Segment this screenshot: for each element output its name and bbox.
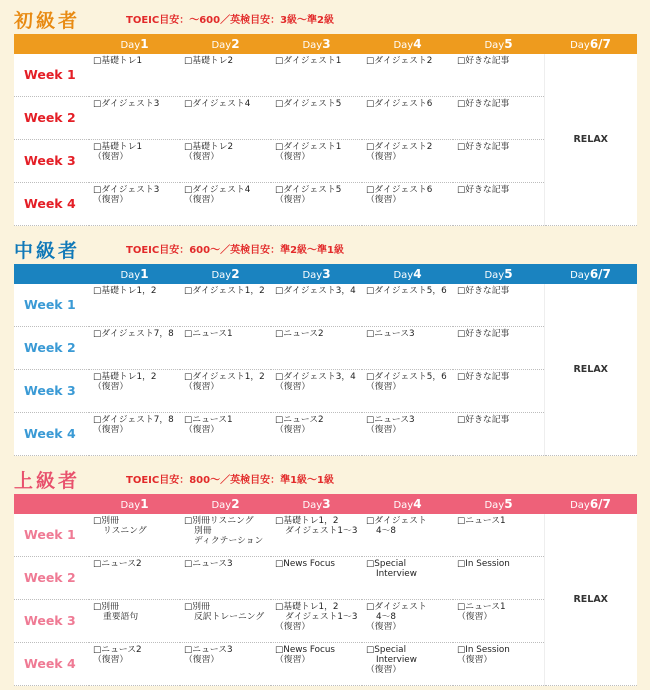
day-header	[89, 34, 180, 54]
task-cell[interactable]	[453, 600, 544, 643]
intermediate-title: 中級者	[14, 240, 81, 262]
week-label: Week 4	[14, 413, 89, 456]
task-note: （復習）	[275, 382, 311, 392]
header-row	[14, 494, 637, 514]
intermediate-schedule-table	[14, 264, 637, 456]
task-note: （復習）	[184, 655, 220, 665]
task-note: 別冊	[194, 526, 212, 536]
task-cell[interactable]	[453, 557, 544, 600]
week-label: Week 3	[14, 140, 89, 183]
task-checkbox-label: □ダイジェスト5，6	[366, 372, 447, 382]
task-cell[interactable]	[453, 643, 544, 686]
task-checkbox-label: □ダイジェスト4	[184, 99, 251, 109]
task-cell[interactable]	[180, 557, 271, 600]
day-number: 3	[322, 267, 331, 281]
task-cell[interactable]	[362, 284, 453, 327]
beginner-score-guide: TOEIC目安：～600／英検目安：3級～準2級	[126, 15, 335, 26]
task-cell[interactable]	[89, 514, 180, 557]
table-row	[14, 327, 637, 370]
day-header	[544, 34, 637, 54]
task-note: （復習）	[366, 622, 402, 632]
task-cell[interactable]	[453, 54, 544, 97]
task-checkbox-label: □好きな記事	[457, 99, 510, 109]
day-number: 4	[413, 37, 422, 51]
task-checkbox-label: □好きな記事	[457, 185, 510, 195]
task-cell[interactable]	[271, 327, 362, 370]
table-row	[14, 54, 637, 97]
task-note: （復習）	[184, 152, 220, 162]
week-label: Week 3	[14, 600, 89, 643]
task-checkbox-label: □ニュース3	[366, 415, 415, 425]
table-row	[14, 514, 637, 557]
task-note: ディクテーション	[194, 536, 264, 546]
task-checkbox-label: □ニュース1	[457, 602, 506, 612]
day-header	[89, 494, 180, 514]
week-label: Week 1	[14, 514, 89, 557]
week-label: Week 2	[14, 557, 89, 600]
task-cell[interactable]	[271, 514, 362, 557]
table-row	[14, 284, 637, 327]
task-note: （復習）	[275, 622, 311, 632]
task-checkbox-label: □ダイジェスト7，8	[93, 329, 174, 339]
task-cell[interactable]	[89, 370, 180, 413]
task-checkbox-label: □好きな記事	[457, 286, 510, 296]
task-note: ダイジェスト1～3	[285, 612, 358, 622]
header-row	[14, 34, 637, 54]
task-cell[interactable]	[180, 284, 271, 327]
task-cell[interactable]	[89, 140, 180, 183]
task-checkbox-label: □ニュース3	[184, 559, 233, 569]
day-prefix: Day	[570, 500, 590, 511]
task-cell[interactable]	[271, 413, 362, 456]
task-cell[interactable]	[453, 370, 544, 413]
task-checkbox-label: □基礎トレ2	[184, 142, 234, 152]
task-note: （復習）	[275, 655, 311, 665]
task-checkbox-label: □好きな記事	[457, 415, 510, 425]
task-checkbox-label: □ダイジェスト1	[275, 56, 342, 66]
task-checkbox-label: □別冊リスニング	[184, 516, 254, 526]
task-checkbox-label: □ダイジェスト6	[366, 185, 433, 195]
task-checkbox-label: □基礎トレ1	[93, 56, 143, 66]
day-header	[180, 494, 271, 514]
task-cell[interactable]	[271, 370, 362, 413]
day-header	[271, 494, 362, 514]
task-checkbox-label: □ダイジェスト1	[275, 142, 342, 152]
task-cell[interactable]	[180, 97, 271, 140]
day-header	[180, 34, 271, 54]
task-checkbox-label: □別冊	[93, 516, 119, 526]
task-checkbox-label: □ダイジェスト6	[366, 99, 433, 109]
task-checkbox-label: □News Focus	[275, 645, 336, 655]
day-prefix: Day	[484, 270, 505, 281]
week-label: Week 4	[14, 643, 89, 686]
day-header	[544, 264, 637, 284]
task-note: ダイジェスト1～3	[285, 526, 358, 536]
task-cell[interactable]	[180, 600, 271, 643]
day-number: 1	[140, 37, 149, 51]
relax-cell: RELAX	[544, 514, 637, 686]
task-cell[interactable]	[362, 643, 453, 686]
header-row	[14, 264, 637, 284]
header-blank	[14, 34, 89, 54]
day-header	[453, 264, 544, 284]
day-prefix: Day	[211, 500, 232, 511]
day-number: 2	[231, 267, 240, 281]
task-checkbox-label: □ニュース1	[457, 516, 506, 526]
day-prefix: Day	[120, 270, 141, 281]
task-cell[interactable]	[271, 140, 362, 183]
table-row	[14, 413, 637, 456]
task-cell[interactable]	[89, 97, 180, 140]
day-header	[271, 264, 362, 284]
task-checkbox-label: □好きな記事	[457, 329, 510, 339]
task-cell[interactable]	[453, 327, 544, 370]
task-checkbox-label: □別冊	[93, 602, 119, 612]
relax-cell: RELAX	[544, 54, 637, 226]
task-checkbox-label: □ダイジェスト	[366, 602, 427, 612]
day-number: 3	[322, 497, 331, 511]
task-cell[interactable]	[89, 284, 180, 327]
task-cell[interactable]	[89, 557, 180, 600]
task-cell[interactable]	[180, 140, 271, 183]
task-cell[interactable]	[453, 183, 544, 226]
task-cell[interactable]	[180, 370, 271, 413]
day-number: 1	[140, 497, 149, 511]
task-checkbox-label: □ダイジェスト1，2	[184, 372, 265, 382]
day-prefix: Day	[211, 40, 232, 51]
task-cell[interactable]	[362, 600, 453, 643]
day-number: 6/7	[589, 37, 611, 51]
task-cell[interactable]	[271, 557, 362, 600]
task-checkbox-label: □ダイジェスト7，8	[93, 415, 174, 425]
day-prefix: Day	[484, 500, 505, 511]
task-cell[interactable]	[180, 514, 271, 557]
relax-cell: RELAX	[544, 284, 637, 456]
task-checkbox-label: □ニュース2	[275, 329, 324, 339]
task-note: 重要語句	[103, 612, 139, 622]
task-cell[interactable]	[271, 183, 362, 226]
task-cell[interactable]	[362, 140, 453, 183]
task-checkbox-label: □News Focus	[275, 559, 336, 569]
table-row	[14, 643, 637, 686]
day-header	[362, 34, 453, 54]
day-header	[89, 264, 180, 284]
day-prefix: Day	[393, 40, 414, 51]
task-checkbox-label: □ダイジェスト3	[93, 99, 160, 109]
table-row	[14, 97, 637, 140]
task-cell[interactable]	[453, 284, 544, 327]
day-prefix: Day	[302, 500, 323, 511]
task-note: Interview	[376, 569, 417, 579]
task-note: 4～8	[376, 526, 396, 536]
task-cell[interactable]	[89, 183, 180, 226]
task-note: （復習）	[457, 655, 493, 665]
task-checkbox-label: □ニュース1	[184, 415, 233, 425]
header-blank	[14, 494, 89, 514]
beginner-schedule-table	[14, 34, 637, 226]
day-header	[271, 34, 362, 54]
day-number: 3	[322, 37, 331, 51]
task-checkbox-label: □ニュース2	[93, 559, 142, 569]
day-header	[180, 264, 271, 284]
task-cell[interactable]	[180, 413, 271, 456]
task-note: （復習）	[275, 152, 311, 162]
task-checkbox-label: □ダイジェスト4	[184, 185, 251, 195]
advanced-schedule-table	[14, 494, 637, 686]
week-label: Week 1	[14, 54, 89, 97]
table-row	[14, 140, 637, 183]
task-cell[interactable]	[271, 643, 362, 686]
task-cell[interactable]	[453, 140, 544, 183]
day-prefix: Day	[211, 270, 232, 281]
task-cell[interactable]	[89, 600, 180, 643]
week-label: Week 2	[14, 327, 89, 370]
day-number: 4	[413, 267, 422, 281]
day-prefix: Day	[393, 500, 414, 511]
week-label: Week 3	[14, 370, 89, 413]
task-checkbox-label: □ダイジェスト2	[366, 142, 433, 152]
task-note: （復習）	[93, 382, 129, 392]
day-prefix: Day	[393, 270, 414, 281]
task-note: （復習）	[275, 425, 311, 435]
task-note: Interview	[376, 655, 417, 665]
task-note: 4～8	[376, 612, 396, 622]
task-note: （復習）	[93, 655, 129, 665]
intermediate-score-guide: TOEIC目安：600～／英検目安：準2級～準1級	[126, 245, 345, 256]
task-note: 反訳トレーニング	[194, 612, 265, 622]
task-cell[interactable]	[362, 370, 453, 413]
day-header	[362, 494, 453, 514]
day-number: 2	[231, 497, 240, 511]
task-checkbox-label: □In Session	[457, 559, 510, 569]
task-checkbox-label: □基礎トレ1，2	[93, 286, 157, 296]
task-cell[interactable]	[271, 600, 362, 643]
advanced-score-guide: TOEIC目安：800～／英検目安：準1級～1級	[126, 475, 335, 486]
day-prefix: Day	[120, 500, 141, 511]
day-header	[453, 34, 544, 54]
task-cell[interactable]	[89, 413, 180, 456]
task-checkbox-label: □ニュース3	[366, 329, 415, 339]
day-prefix: Day	[302, 270, 323, 281]
task-checkbox-label: □Special	[366, 645, 407, 655]
task-cell[interactable]	[89, 54, 180, 97]
task-note: （復習）	[366, 195, 402, 205]
task-checkbox-label: □ニュース2	[275, 415, 324, 425]
task-cell[interactable]	[180, 183, 271, 226]
day-number: 6/7	[589, 497, 611, 511]
task-checkbox-label: □ダイジェスト2	[366, 56, 433, 66]
task-cell[interactable]	[362, 54, 453, 97]
task-note: （復習）	[366, 382, 402, 392]
task-note: （復習）	[184, 382, 220, 392]
task-cell[interactable]	[362, 327, 453, 370]
task-note: （復習）	[275, 195, 311, 205]
day-header	[544, 494, 637, 514]
task-note: （復習）	[184, 425, 220, 435]
task-note: （復習）	[366, 425, 402, 435]
table-row	[14, 600, 637, 643]
task-checkbox-label: □ダイジェスト3，4	[275, 372, 356, 382]
day-prefix: Day	[120, 40, 141, 51]
task-note: リスニング	[103, 526, 147, 536]
task-cell[interactable]	[453, 413, 544, 456]
task-checkbox-label: □ダイジェスト5，6	[366, 286, 447, 296]
task-note: （復習）	[93, 152, 129, 162]
task-cell[interactable]	[180, 327, 271, 370]
task-cell[interactable]	[271, 284, 362, 327]
day-number: 2	[231, 37, 240, 51]
day-prefix: Day	[570, 40, 590, 51]
day-number: 5	[504, 267, 513, 281]
task-checkbox-label: □ニュース3	[184, 645, 233, 655]
task-checkbox-label: □ダイジェスト5	[275, 185, 342, 195]
day-number: 5	[504, 37, 513, 51]
day-prefix: Day	[570, 270, 590, 281]
task-cell[interactable]	[362, 97, 453, 140]
task-checkbox-label: □好きな記事	[457, 142, 510, 152]
task-checkbox-label: □好きな記事	[457, 372, 510, 382]
task-cell[interactable]	[271, 54, 362, 97]
day-number: 6/7	[589, 267, 611, 281]
task-cell[interactable]	[453, 514, 544, 557]
header-blank	[14, 264, 89, 284]
table-row	[14, 183, 637, 226]
day-number: 5	[504, 497, 513, 511]
task-cell[interactable]	[362, 514, 453, 557]
task-cell[interactable]	[362, 183, 453, 226]
task-checkbox-label: □In Session	[457, 645, 510, 655]
task-cell[interactable]	[362, 557, 453, 600]
task-checkbox-label: □Special	[366, 559, 407, 569]
task-checkbox-label: □好きな記事	[457, 56, 510, 66]
task-checkbox-label: □別冊	[184, 602, 210, 612]
task-note: （復習）	[93, 425, 129, 435]
task-checkbox-label: □ニュース2	[93, 645, 142, 655]
task-note: （復習）	[366, 665, 402, 675]
task-checkbox-label: □基礎トレ1，2	[275, 602, 339, 612]
task-cell[interactable]	[362, 413, 453, 456]
task-checkbox-label: □ダイジェスト	[366, 516, 427, 526]
day-header	[453, 494, 544, 514]
week-label: Week 4	[14, 183, 89, 226]
task-cell[interactable]	[453, 97, 544, 140]
task-cell[interactable]	[89, 327, 180, 370]
task-checkbox-label: □ダイジェスト3，4	[275, 286, 356, 296]
task-checkbox-label: □ニュース1	[184, 329, 233, 339]
task-checkbox-label: □基礎トレ1，2	[93, 372, 157, 382]
week-label: Week 2	[14, 97, 89, 140]
task-checkbox-label: □基礎トレ1，2	[275, 516, 339, 526]
task-note: （復習）	[184, 195, 220, 205]
beginner-title: 初級者	[14, 10, 81, 32]
table-row	[14, 370, 637, 413]
day-number: 4	[413, 497, 422, 511]
day-prefix: Day	[484, 40, 505, 51]
table-row	[14, 557, 637, 600]
task-checkbox-label: □ダイジェスト3	[93, 185, 160, 195]
task-checkbox-label: □ダイジェスト5	[275, 99, 342, 109]
task-checkbox-label: □基礎トレ2	[184, 56, 234, 66]
task-note: （復習）	[457, 612, 493, 622]
day-header	[362, 264, 453, 284]
day-number: 1	[140, 267, 149, 281]
task-checkbox-label: □基礎トレ1	[93, 142, 143, 152]
task-note: （復習）	[366, 152, 402, 162]
task-cell[interactable]	[271, 97, 362, 140]
task-cell[interactable]	[180, 54, 271, 97]
task-checkbox-label: □ダイジェスト1，2	[184, 286, 265, 296]
day-prefix: Day	[302, 40, 323, 51]
week-label: Week 1	[14, 284, 89, 327]
task-note: （復習）	[93, 195, 129, 205]
task-cell[interactable]	[180, 643, 271, 686]
advanced-title: 上級者	[14, 470, 81, 492]
task-cell[interactable]	[89, 643, 180, 686]
